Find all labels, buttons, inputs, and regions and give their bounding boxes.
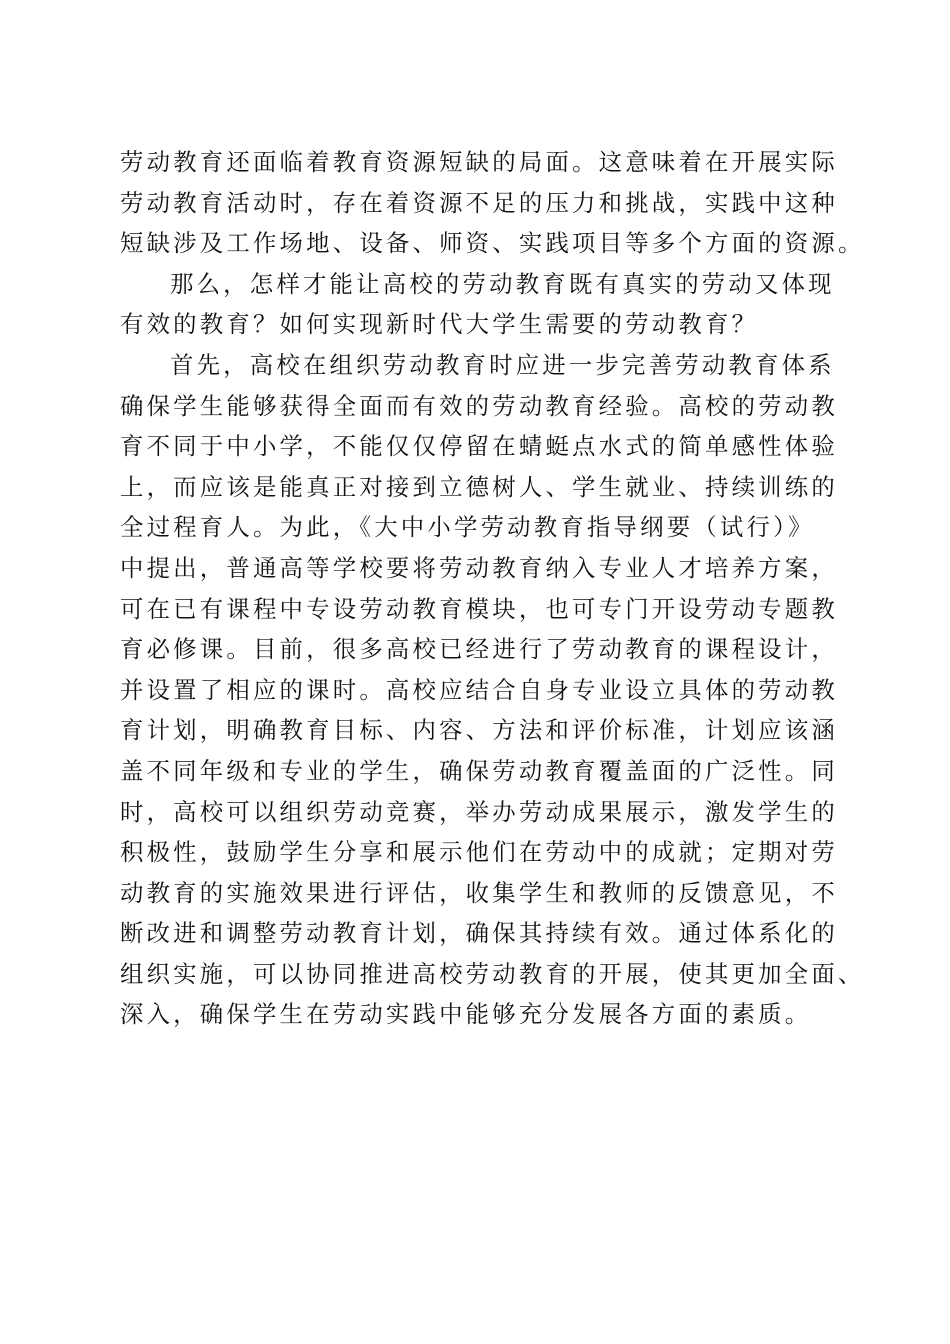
text-line: 中提出，普通高等学校要将劳动教育纳入专业人才培养方案， <box>120 553 838 582</box>
text-line: 确保学生能够获得全面而有效的劳动教育经验。高校的劳动教 <box>120 391 838 420</box>
text-line: 动教育的实施效果进行评估，收集学生和教师的反馈意见，不 <box>120 878 838 907</box>
text-line: 断改进和调整劳动教育计划，确保其持续有效。通过体系化的 <box>120 919 838 948</box>
text-line: 育不同于中小学，不能仅仅停留在蜻蜓点水式的简单感性体验 <box>120 432 838 461</box>
text-line: 劳动教育还面临着教育资源短缺的局面。这意味着在开展实际 <box>120 148 838 176</box>
text-line: 劳动教育活动时，存在着资源不足的压力和挑战，实践中这种 <box>120 188 838 217</box>
text-line: 可在已有课程中专设劳动教育模块，也可专门开设劳动专题教 <box>120 594 838 623</box>
text-line: 全过程育人。为此，《大中小学劳动教育指导纲要（试行）》 <box>120 513 815 542</box>
text-line: 有效的教育？如何实现新时代大学生需要的劳动教育？ <box>120 310 759 339</box>
text-line: 上，而应该是能真正对接到立德树人、学生就业、持续训练的 <box>120 472 838 501</box>
text-line: 短缺涉及工作场地、设备、师资、实践项目等多个方面的资源。 <box>120 229 865 258</box>
text-line: 组织实施，可以协同推进高校劳动教育的开展，使其更加全面、 <box>120 959 865 988</box>
text-line: 并设置了相应的课时。高校应结合自身专业设立具体的劳动教 <box>120 675 838 704</box>
paragraph-start-line: 那么，怎样才能让高校的劳动教育既有真实的劳动又体现 <box>170 269 835 298</box>
text-line: 盖不同年级和专业的学生，确保劳动教育覆盖面的广泛性。同 <box>120 756 838 785</box>
text-line: 育计划，明确教育目标、内容、方法和评价标准，计划应该涵 <box>120 716 838 745</box>
text-line: 育必修课。目前，很多高校已经进行了劳动教育的课程设计， <box>120 635 838 664</box>
paragraph-start-line: 首先，高校在组织劳动教育时应进一步完善劳动教育体系 <box>170 350 835 379</box>
text-line: 时，高校可以组织劳动竞赛，举办劳动成果展示，激发学生的 <box>120 797 838 826</box>
text-line: 深入，确保学生在劳动实践中能够充分发展各方面的素质。 <box>120 1000 812 1029</box>
text-line: 积极性，鼓励学生分享和展示他们在劳动中的成就；定期对劳 <box>120 838 838 867</box>
body-text <box>120 142 865 1035</box>
